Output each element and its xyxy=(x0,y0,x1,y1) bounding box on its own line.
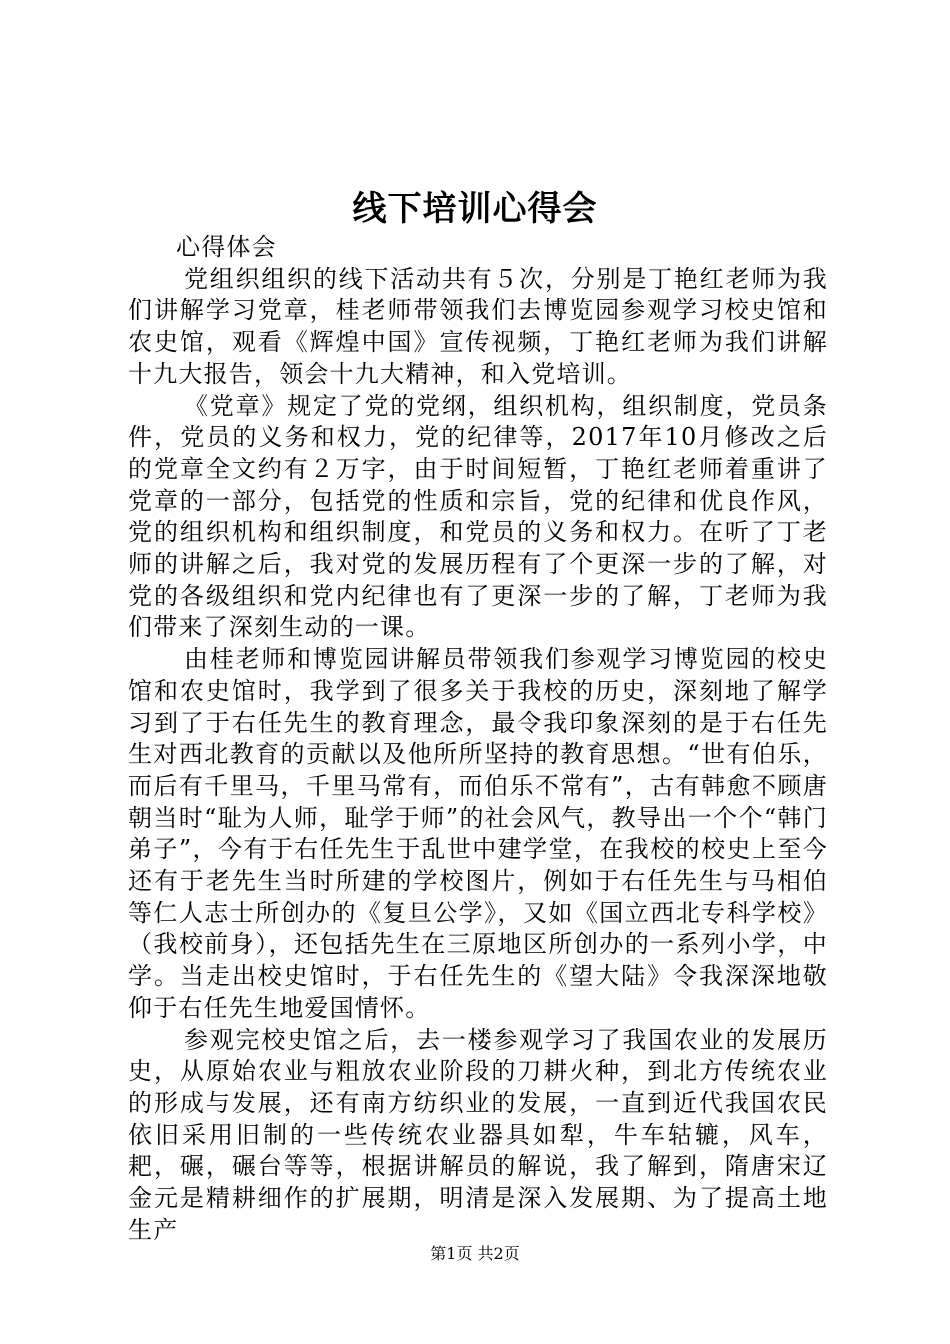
paragraph-2: 《党章》规定了党的党纲，组织机构，组织制度，党员条件，党员的义务和权力，党的纪律等，2017年10月修改之后的党章全文约有２万字，由于时间短暂，丁艳红老师着重讲了党章的一部分，包括党的性质和宗旨，党的纪律和优良作风，党的组织机构和组织制度，和党员的义务和权力。在听了丁老师的讲解之后，我对党的发展历程有了个更深一步的了解，对党的各级组织和党内纪律也有了更深一步的了解，丁老师为我们带来了深刻生动的一课。 xyxy=(128,391,828,642)
paragraph-4: 参观完校史馆之后，去一楼参观学习了我国农业的发展历史，从原始农业与粗放农业阶段的刀耕火种，到北方传统农业的形成与发展，还有南方纺织业的发展，一直到近代我国农民依旧采用旧制的一些传统农业器具如犁，牛车轱辘，风车，耙，碾，碾台等等，根据讲解员的解说，我了解到，隋唐宋辽金元是精耕细作的扩展期，明清是深入发展期、为了提高土地生产 xyxy=(128,1025,828,1244)
document-subtitle: 心得体会 xyxy=(176,233,277,261)
paragraph-1: 党组织组织的线下活动共有５次，分别是丁艳红老师为我们讲解学习党章，桂老师带领我们去博览园参观学习校史馆和农史馆，观看《辉煌中国》宣传视频，丁艳红老师为我们讲解十九大报告，领会十九大精神，和入党培训。 xyxy=(128,264,828,388)
document-title: 线下培训心得会 xyxy=(352,189,598,229)
document-body xyxy=(128,232,828,1247)
page-footer: 第1页 共2页 xyxy=(430,1244,520,1263)
paragraph-3: 由桂老师和博览园讲解员带领我们参观学习博览园的校史馆和农史馆时，我学到了很多关于我校的历史，深刻地了解学习到了于右任先生的教育理念，最令我印象深刻的是于右任先生对西北教育的贡献以及他所所坚持的教育思想。“世有伯乐，而后有千里马，千里马常有，而伯乐不常有”，古有韩愈不顾唐朝当时“耻为人师，耻学于师”的社会风气，教导出一个个“韩门弟子”，今有于右任先生于乱世中建学堂，在我校的校史上至今还有于老先生当时所建的学校图片，例如于右任先生与马相伯等仁人志士所创办的《复旦公学》，又如《国立西北专科学校》（我校前身），还包括先生在三原地区所创办的一系列小学，中学。当走出校史馆时，于右任先生的《望大陆》令我深深地敬仰于右任先生地爱国情怀。 xyxy=(128,645,828,1022)
